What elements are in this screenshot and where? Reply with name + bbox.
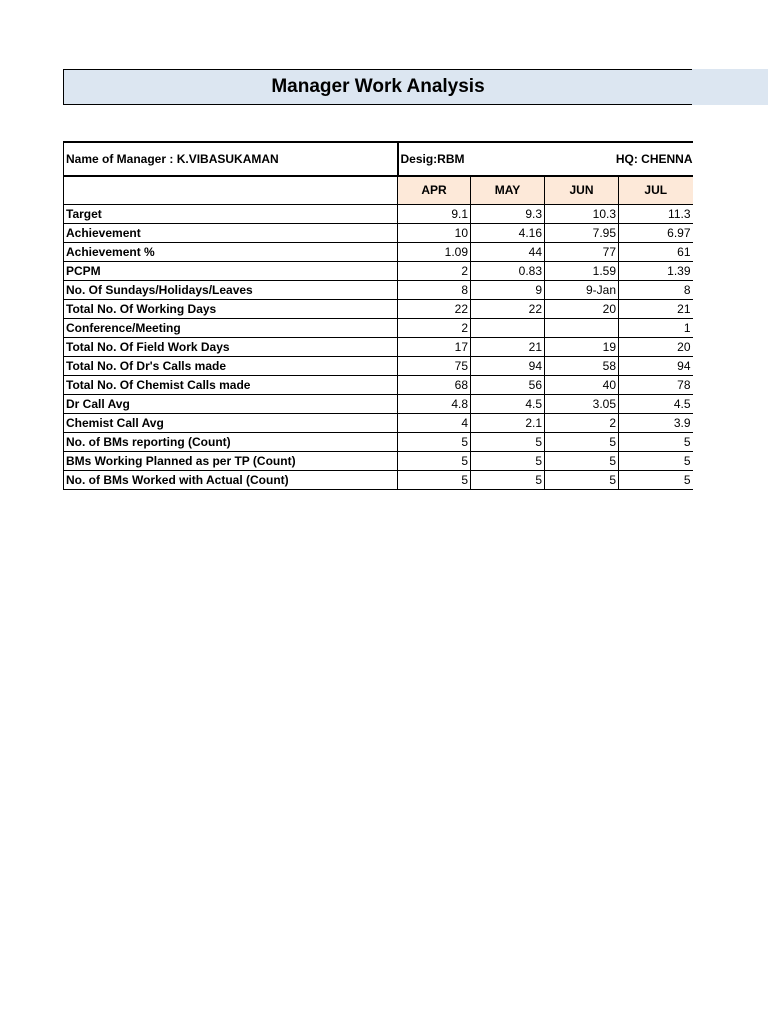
manager-info-row xyxy=(64,142,693,176)
cell-value: 5 xyxy=(398,451,471,470)
designation: Desig:RBM xyxy=(400,152,465,166)
cell-value: 58 xyxy=(545,356,619,375)
cell-value: 1 xyxy=(619,318,693,337)
cell-value: 5 xyxy=(545,451,619,470)
page-title: Manager Work Analysis xyxy=(63,69,692,105)
work-analysis-table xyxy=(63,141,693,490)
cell-value: 44 xyxy=(471,242,545,261)
month-header-row xyxy=(64,176,693,204)
cell-value: 68 xyxy=(398,375,471,394)
row-label: Total No. Of Field Work Days xyxy=(64,337,398,356)
cell-value: 1.09 xyxy=(398,242,471,261)
cell-value: 20 xyxy=(545,299,619,318)
cell-value: 4 xyxy=(398,413,471,432)
cell-value: 2 xyxy=(398,318,471,337)
cell-value: 3.05 xyxy=(545,394,619,413)
cell-value: 21 xyxy=(471,337,545,356)
cell-value: 0.83 xyxy=(471,261,545,280)
cell-value: 1.59 xyxy=(545,261,619,280)
row-label: Total No. Of Chemist Calls made xyxy=(64,375,398,394)
cell-value: 77 xyxy=(545,242,619,261)
header-fill-strip xyxy=(692,69,768,105)
cell-value: 20 xyxy=(619,337,693,356)
row-label: Achievement xyxy=(64,223,398,242)
cell-value: 40 xyxy=(545,375,619,394)
cell-value: 11.3 xyxy=(619,204,693,223)
row-label: No. of BMs reporting (Count) xyxy=(64,432,398,451)
table-row xyxy=(64,318,693,337)
cell-value: 1.39 xyxy=(619,261,693,280)
month-jun: JUN xyxy=(545,176,619,204)
row-label: BMs Working Planned as per TP (Count) xyxy=(64,451,398,470)
cell-value: 9.1 xyxy=(398,204,471,223)
cell-value: 5 xyxy=(471,432,545,451)
table-row xyxy=(64,242,693,261)
cell-value: 2 xyxy=(545,413,619,432)
cell-value: 4.16 xyxy=(471,223,545,242)
row-label: No. of BMs Worked with Actual (Count) xyxy=(64,470,398,489)
cell-value: 4.5 xyxy=(619,394,693,413)
row-label: Total No. Of Dr's Calls made xyxy=(64,356,398,375)
cell-value: 2 xyxy=(398,261,471,280)
header-blank-cell xyxy=(64,176,398,204)
cell-value: 5 xyxy=(398,470,471,489)
cell-value: 4.8 xyxy=(398,394,471,413)
cell-value: 9-Jan xyxy=(545,280,619,299)
cell-value: 10 xyxy=(398,223,471,242)
table-row xyxy=(64,432,693,451)
cell-value: 22 xyxy=(398,299,471,318)
month-jul: JUL xyxy=(619,176,693,204)
row-label: Conference/Meeting xyxy=(64,318,398,337)
cell-value: 5 xyxy=(545,470,619,489)
cell-value: 4.5 xyxy=(471,394,545,413)
row-label: Total No. Of Working Days xyxy=(64,299,398,318)
table-row xyxy=(64,280,693,299)
cell-value xyxy=(545,318,619,337)
cell-value: 8 xyxy=(619,280,693,299)
table-row xyxy=(64,299,693,318)
cell-value: 3.9 xyxy=(619,413,693,432)
cell-value: 9.3 xyxy=(471,204,545,223)
cell-value: 2.1 xyxy=(471,413,545,432)
cell-value: 78 xyxy=(619,375,693,394)
cell-value: 5 xyxy=(471,470,545,489)
table-row xyxy=(64,337,693,356)
cell-value: 10.3 xyxy=(545,204,619,223)
cell-value: 56 xyxy=(471,375,545,394)
cell-value: 21 xyxy=(619,299,693,318)
table-row xyxy=(64,470,693,489)
row-label: Achievement % xyxy=(64,242,398,261)
manager-name: Name of Manager : K.VIBASUKAMAN xyxy=(64,142,398,176)
cell-value: 5 xyxy=(398,432,471,451)
cell-value: 7.95 xyxy=(545,223,619,242)
cell-value: 8 xyxy=(398,280,471,299)
cell-value: 5 xyxy=(471,451,545,470)
cell-value: 9 xyxy=(471,280,545,299)
table-row xyxy=(64,375,693,394)
cell-value: 19 xyxy=(545,337,619,356)
table-row xyxy=(64,451,693,470)
headquarters: HQ: CHENNA xyxy=(615,152,693,166)
cell-value: 5 xyxy=(619,432,693,451)
month-may: MAY xyxy=(471,176,545,204)
row-label: PCPM xyxy=(64,261,398,280)
table-row xyxy=(64,394,693,413)
cell-value: 94 xyxy=(471,356,545,375)
cell-value: 6.97 xyxy=(619,223,693,242)
cell-value: 5 xyxy=(545,432,619,451)
cell-value: 22 xyxy=(471,299,545,318)
table-row xyxy=(64,356,693,375)
row-label: Target xyxy=(64,204,398,223)
cell-value: 61 xyxy=(619,242,693,261)
table-row xyxy=(64,261,693,280)
table-row xyxy=(64,204,693,223)
table-row xyxy=(64,413,693,432)
cell-value: 5 xyxy=(619,470,693,489)
row-label: No. Of Sundays/Holidays/Leaves xyxy=(64,280,398,299)
table-row xyxy=(64,223,693,242)
cell-value: 5 xyxy=(619,451,693,470)
row-label: Dr Call Avg xyxy=(64,394,398,413)
month-apr: APR xyxy=(398,176,471,204)
designation-cell xyxy=(398,142,693,176)
cell-value: 75 xyxy=(398,356,471,375)
cell-value: 94 xyxy=(619,356,693,375)
cell-value xyxy=(471,318,545,337)
cell-value: 17 xyxy=(398,337,471,356)
row-label: Chemist Call Avg xyxy=(64,413,398,432)
